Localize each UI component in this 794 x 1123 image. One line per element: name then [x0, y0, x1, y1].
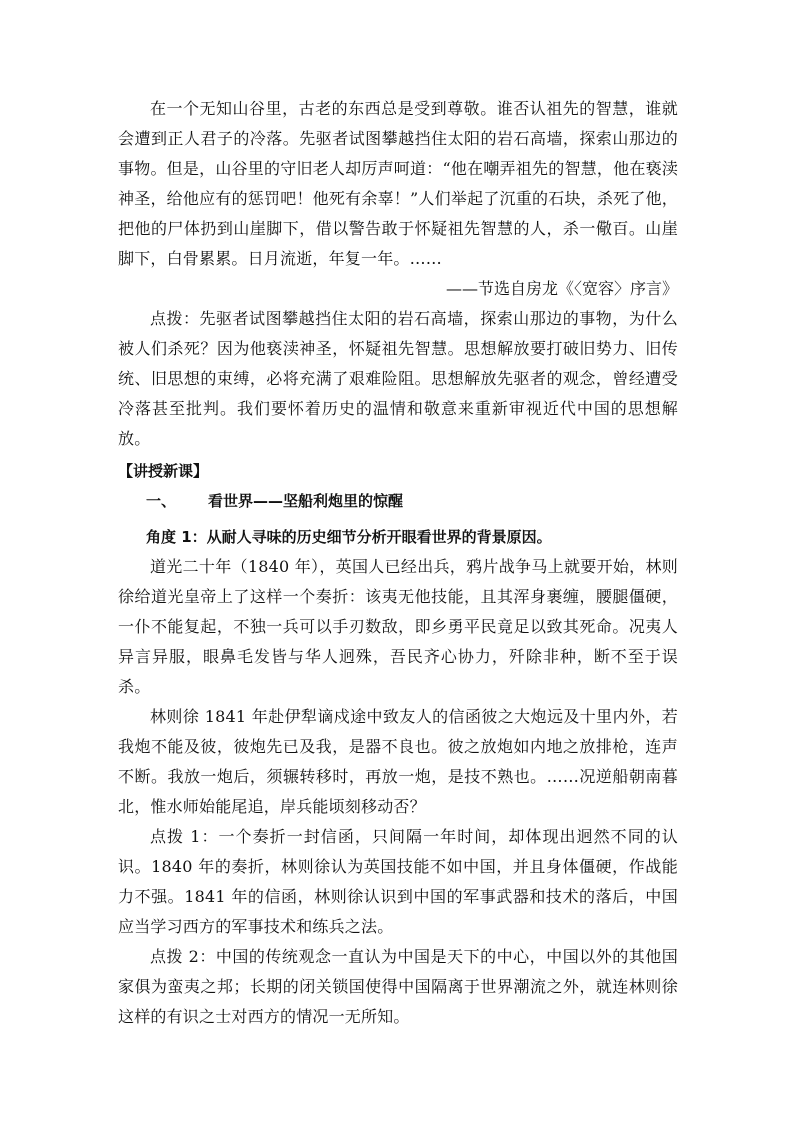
intro-source-citation: ——节选自房龙《〈宽容〉序言》 — [445, 279, 678, 298]
intro-paragraph: 在一个无知山谷里，古老的东西总是受到尊敬。谁否认祖先的智慧，谁就会遭到正人君子的冷落。先驱者试图攀越挡住太阳的岩石高墙，探索山那边的事物。但是，山谷里的守旧老人却厉声呵道：“他在嘲弄祖先的智慧，他在亵渎神圣，给他应有的惩罚吧！他死有余辜！”人们举起了沉重的石块，杀死了他，把他的尸体扔到山崖脚下，借以警告敢于怀疑祖先智慧的人，杀一儆百。山崖脚下，白骨累累。日月流逝，年复一年。…… — [118, 99, 678, 268]
comment-one-paragraph: 点拨 1：一个奏折一封信函，只间隔一年时间，却体现出迥然不同的认识。1840 年的奏折，林则徐认为英国技能不如中国，并且身体僵硬，作战能力不强。1841 年的信函，林则徐认识到中国的军事武器和技术的落后，中国应当学习西方的军事技术和练兵之法。 — [118, 827, 678, 936]
comment-two-paragraph: 点拨 2：中国的传统观念一直认为中国是天下的中心，中国以外的其他国家俱为蛮夷之邦；长期的闭关锁国使得中国隔离于世界潮流之外，就连林则徐这样的有识之士对西方的情况一无所知。 — [118, 947, 678, 1026]
heading-one — [118, 486, 678, 516]
heading-number: 一、 — [146, 492, 177, 510]
memorial-paragraph: 道光二十年（1840 年），英国人已经出兵，鸦片战争马上就要开始，林则徐给道光皇帝上了这样一个奏折：该夷无他技能，且其浑身裹缠，腰腿僵硬，一仆不能复起，不独一兵可以手刃数敌，即乡勇平民竟足以致其死命。况夷人异言异服，眼鼻毛发皆与华人迥殊，吾民齐心协力，歼除非种，断不至于误杀。 — [118, 557, 678, 696]
angle-heading: 角度 1：从耐人寻味的历史细节分析开眼看世界的背景原因。 — [146, 528, 552, 546]
letter-paragraph: 林则徐 1841 年赴伊犁谪戍途中致友人的信函彼之大炮远及十里内外，若我炮不能及彼，彼炮先已及我，是器不良也。彼之放炮如内地之放排枪，连声不断。我放一炮后，须辗转移时，再放一炮，是技不熟也。……况逆船朝南暮北，惟水师始能尾追，岸兵能顷刻移动否？ — [118, 707, 678, 816]
section-label: 【讲授新课】 — [118, 462, 209, 480]
document-body — [118, 94, 678, 1032]
intro-comment-paragraph: 点拨：先驱者试图攀越挡住太阳的岩石高墙，探索山那边的事物，为什么被人们杀死？因为他亵渎神圣，怀疑祖先智慧。思想解放要打破旧势力、旧传统、旧思想的束缚，必将充满了艰难险阻。思想解放先驱者的观念，曾经遭受冷落甚至批判。我们要怀着历史的温情和敬意来重新审视近代中国的思想解放。 — [118, 309, 678, 448]
heading-text: 看世界——坚船利炮里的惊醒 — [208, 492, 404, 510]
